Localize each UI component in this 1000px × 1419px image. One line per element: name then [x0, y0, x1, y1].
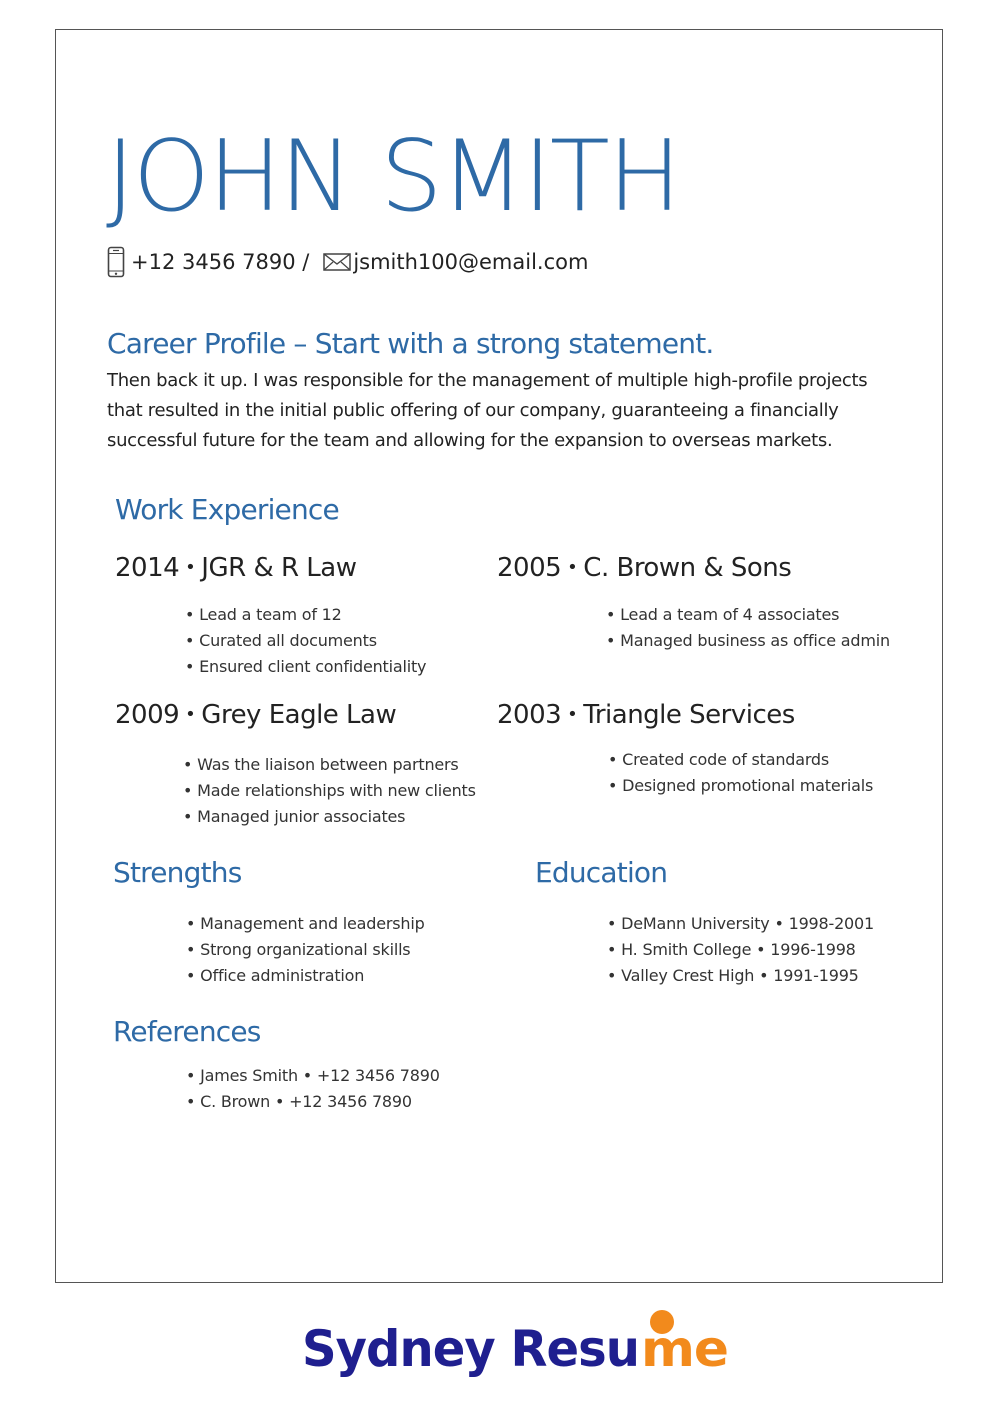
- job-year: 2003: [497, 700, 562, 730]
- logo-text-accent: me: [641, 1320, 728, 1378]
- education-heading: Education: [535, 856, 668, 889]
- logo-text-main: Sydney Resu: [302, 1320, 639, 1378]
- list-item: • Management and leadership: [186, 911, 425, 937]
- list-item: • Lead a team of 4 associates: [606, 602, 841, 628]
- references-list: [186, 1063, 440, 1115]
- job-duties-list: [185, 602, 426, 680]
- list-item: • Curated all documents: [185, 628, 426, 654]
- list-item: • Valley Crest High • 1991-1995: [607, 963, 874, 989]
- email-address: jsmith100@email.com: [353, 250, 589, 274]
- job-year: 2014: [115, 553, 180, 583]
- phone-icon: [107, 246, 125, 278]
- education-list: [607, 911, 874, 989]
- strengths-list: [186, 911, 425, 989]
- strengths-heading: Strengths: [113, 856, 242, 889]
- work-experience-heading: Work Experience: [115, 493, 339, 526]
- candidate-name: JOHN SMITH: [106, 120, 680, 234]
- list-item: • Designed promotional materials: [608, 773, 873, 799]
- job-heading: 2005 • C. Brown & Sons: [497, 553, 792, 583]
- job-duties-list: [183, 752, 476, 830]
- career-profile-text: Then back it up. I was responsible for the management of multiple high-profile projects that resulted in the initial public offering of our company, guaranteeing a financially successful future for the team and allowing for the expansion to overseas markets.: [107, 370, 868, 451]
- list-item: • Lead a team of 12: [185, 602, 426, 628]
- sydney-resume-logo: [0, 1290, 1000, 1400]
- list-item: • Managed junior associates: [183, 804, 476, 830]
- job-duties-list: [606, 602, 890, 654]
- list-item: • C. Brown • +12 3456 7890: [186, 1089, 440, 1115]
- list-item: • Created code of standards: [608, 747, 873, 773]
- phone-number: +12 3456 7890 /: [131, 250, 310, 274]
- mail-icon: [323, 252, 351, 272]
- svg-text:Sydney Resu: [302, 1320, 639, 1378]
- list-item: • Managed business as office admin: [606, 628, 841, 654]
- job-year: 2009: [115, 700, 180, 730]
- references-heading: References: [113, 1015, 261, 1048]
- list-item: • James Smith • +12 3456 7890: [186, 1063, 440, 1089]
- job-heading: 2009 • Grey Eagle Law: [115, 700, 397, 730]
- list-item: • Made relationships with new clients: [183, 778, 476, 804]
- job-company: C. Brown & Sons: [583, 553, 792, 583]
- list-item: • Strong organizational skills: [186, 937, 425, 963]
- job-heading: 2014 • JGR & R Law: [115, 553, 357, 583]
- career-profile-heading: Career Profile – Start with a strong statement.: [107, 327, 714, 360]
- list-item: • Ensured client confidentiality: [185, 654, 426, 680]
- job-year: 2005: [497, 553, 562, 583]
- svg-text:me: [641, 1320, 728, 1378]
- list-item: • Was the liaison between partners: [183, 752, 476, 778]
- contact-line: [107, 245, 588, 279]
- job-company: Triangle Services: [583, 700, 795, 730]
- job-heading: 2003 • Triangle Services: [497, 700, 795, 730]
- job-duties-list: [608, 747, 873, 799]
- list-item: • Office administration: [186, 963, 425, 989]
- list-item: • DeMann University • 1998-2001: [607, 911, 874, 937]
- list-item: • H. Smith College • 1996-1998: [607, 937, 874, 963]
- job-company: JGR & R Law: [201, 553, 357, 583]
- job-company: Grey Eagle Law: [201, 700, 397, 730]
